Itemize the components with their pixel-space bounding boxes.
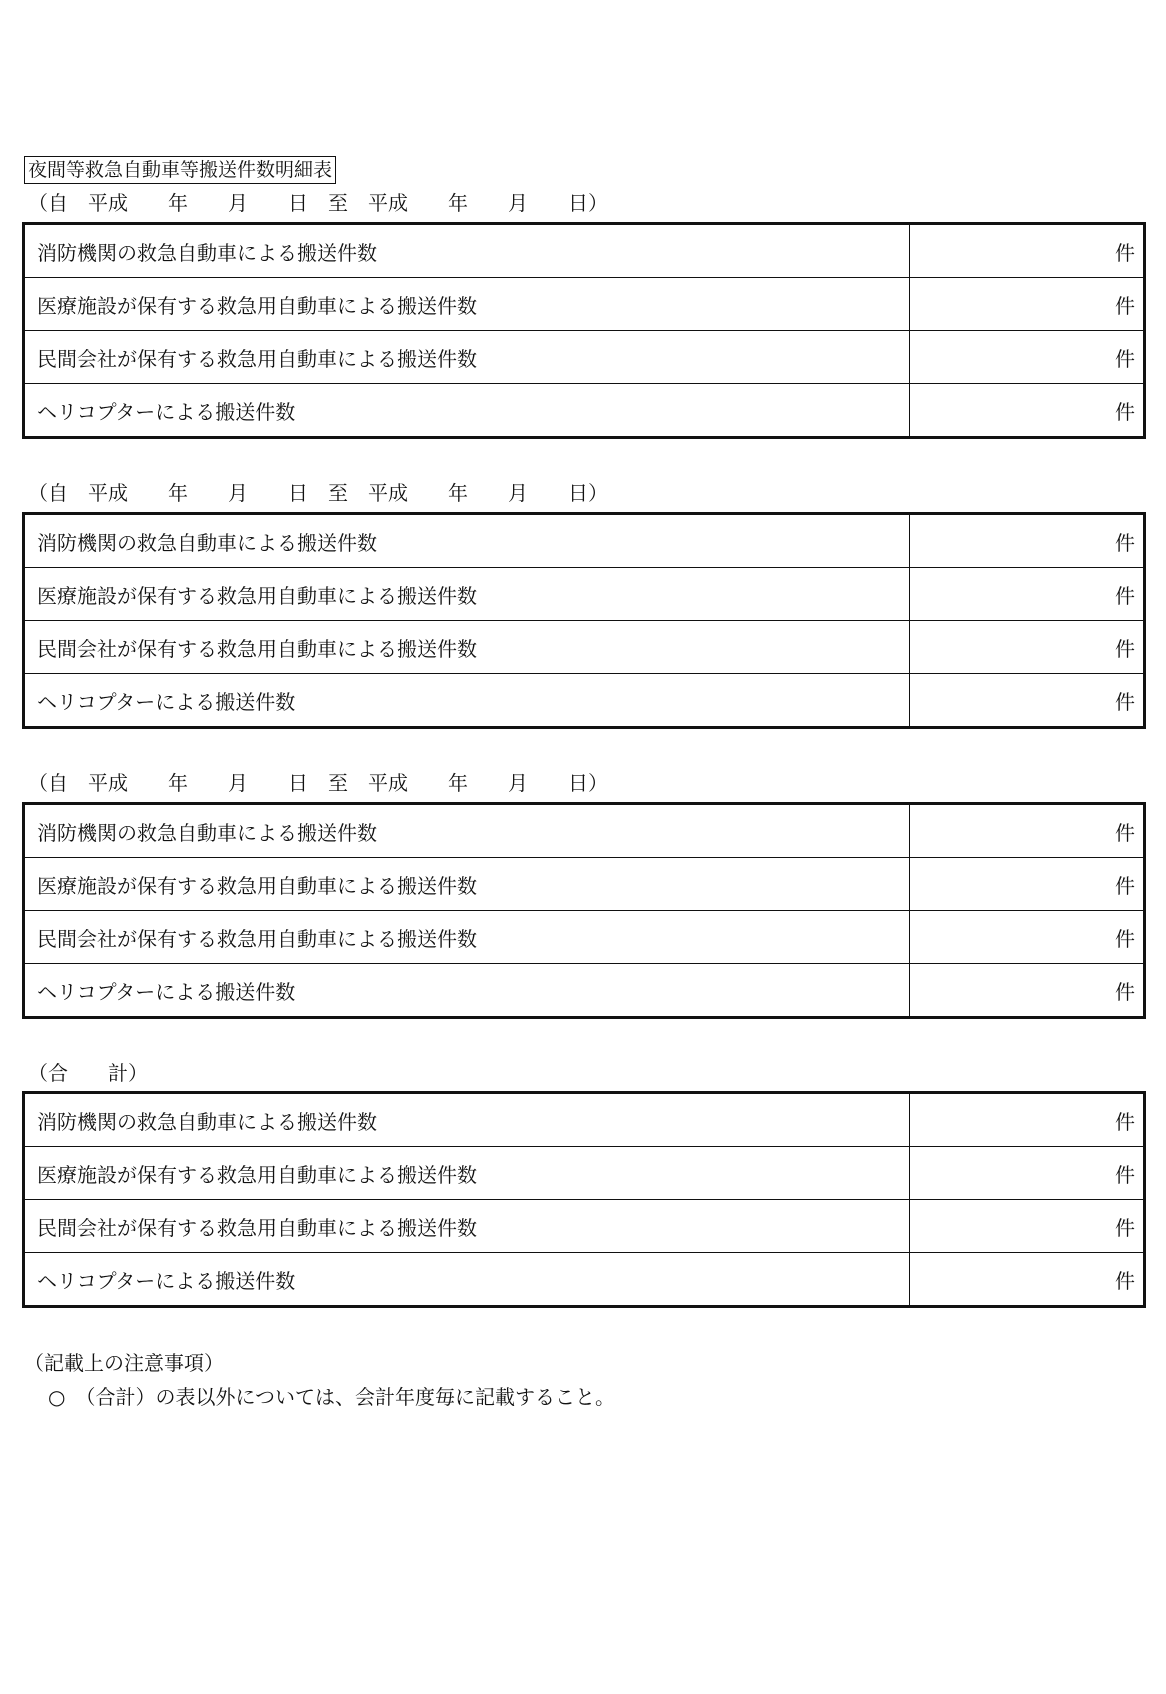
period-range-1: （自 平成 年 月 日 至 平成 年 月 日）: [28, 191, 608, 215]
transport-count-table-2: [22, 512, 1146, 729]
table-row: [24, 514, 1145, 568]
count-cell[interactable]: 件: [910, 331, 1145, 384]
table-row: [24, 911, 1145, 964]
row-label: 民間会社が保有する救急用自動車による搬送件数: [24, 1200, 910, 1253]
row-label: 民間会社が保有する救急用自動車による搬送件数: [24, 911, 910, 964]
row-label: 医療施設が保有する救急用自動車による搬送件数: [24, 568, 910, 621]
table-row: [24, 1253, 1145, 1307]
table-row: [24, 964, 1145, 1018]
document-title: 夜間等救急自動車等搬送件数明細表: [24, 156, 336, 184]
count-cell[interactable]: 件: [910, 804, 1145, 858]
table-row: [24, 1093, 1145, 1147]
row-label: 消防機関の救急自動車による搬送件数: [24, 514, 910, 568]
row-label: ヘリコプターによる搬送件数: [24, 384, 910, 438]
transport-count-table-3: [22, 802, 1146, 1019]
count-cell[interactable]: 件: [910, 1253, 1145, 1307]
row-label: 民間会社が保有する救急用自動車による搬送件数: [24, 331, 910, 384]
count-cell[interactable]: 件: [910, 1200, 1145, 1253]
count-cell[interactable]: 件: [910, 621, 1145, 674]
count-cell[interactable]: 件: [910, 224, 1145, 278]
row-label: ヘリコプターによる搬送件数: [24, 674, 910, 728]
note-item: ○ （合計）の表以外については、会計年度毎に記載すること。: [48, 1385, 616, 1409]
count-cell[interactable]: 件: [910, 278, 1145, 331]
count-cell[interactable]: 件: [910, 1093, 1145, 1147]
count-cell[interactable]: 件: [910, 964, 1145, 1018]
row-label: ヘリコプターによる搬送件数: [24, 964, 910, 1018]
table-row: [24, 331, 1145, 384]
notes-heading: （記載上の注意事項）: [24, 1351, 224, 1375]
row-label: 医療施設が保有する救急用自動車による搬送件数: [24, 278, 910, 331]
table-row: [24, 858, 1145, 911]
period-total: （合 計）: [28, 1061, 148, 1085]
table-row: [24, 674, 1145, 728]
row-label: 医療施設が保有する救急用自動車による搬送件数: [24, 858, 910, 911]
row-label: 消防機関の救急自動車による搬送件数: [24, 804, 910, 858]
table-row: [24, 278, 1145, 331]
count-cell[interactable]: 件: [910, 858, 1145, 911]
table-row: [24, 621, 1145, 674]
count-cell[interactable]: 件: [910, 1147, 1145, 1200]
table-row: [24, 384, 1145, 438]
row-label: 消防機関の救急自動車による搬送件数: [24, 1093, 910, 1147]
count-cell[interactable]: 件: [910, 568, 1145, 621]
table-row: [24, 804, 1145, 858]
period-range-2: （自 平成 年 月 日 至 平成 年 月 日）: [28, 481, 608, 505]
table-row: [24, 224, 1145, 278]
count-cell[interactable]: 件: [910, 674, 1145, 728]
transport-count-table-1: [22, 222, 1146, 439]
row-label: 医療施設が保有する救急用自動車による搬送件数: [24, 1147, 910, 1200]
count-cell[interactable]: 件: [910, 911, 1145, 964]
table-row: [24, 568, 1145, 621]
period-range-3: （自 平成 年 月 日 至 平成 年 月 日）: [28, 771, 608, 795]
row-label: ヘリコプターによる搬送件数: [24, 1253, 910, 1307]
table-row: [24, 1200, 1145, 1253]
count-cell[interactable]: 件: [910, 384, 1145, 438]
row-label: 民間会社が保有する救急用自動車による搬送件数: [24, 621, 910, 674]
row-label: 消防機関の救急自動車による搬送件数: [24, 224, 910, 278]
table-row: [24, 1147, 1145, 1200]
transport-count-table-total: [22, 1091, 1146, 1308]
count-cell[interactable]: 件: [910, 514, 1145, 568]
